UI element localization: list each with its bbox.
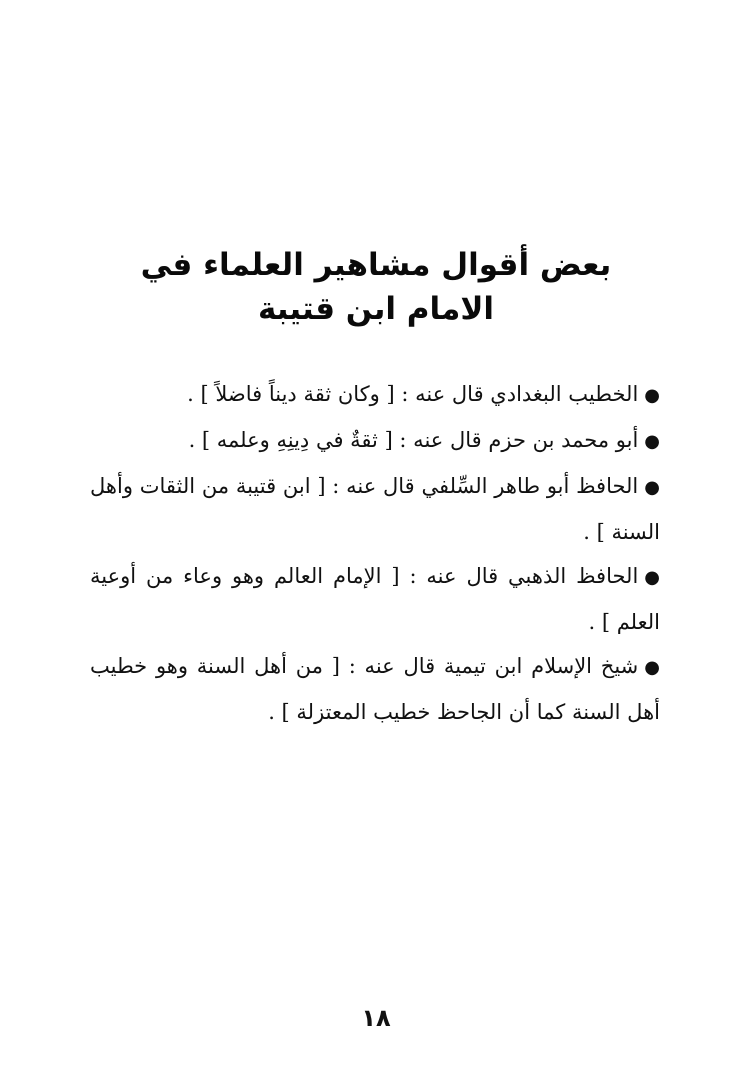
- bullet-icon: ●: [644, 657, 660, 678]
- bullet-icon: ●: [644, 431, 660, 452]
- quotes-list: [90, 372, 660, 734]
- page-title: بعض أقوال مشاهير العلماء في الامام ابن قتيبة: [140, 246, 612, 327]
- quote-entry-silafi: [90, 464, 660, 554]
- bullet-icon: ●: [644, 567, 660, 588]
- page-number: ١٨: [361, 1004, 391, 1032]
- quote-entry-ibn-taymiyya: [90, 644, 660, 734]
- quote-text: شيخ الإسلام ابن تيمية قال عنه : [ من أهل السنة وهو خطيب أهل السنة كما أن الجاحظ خطيب المعتزلة ] .: [90, 654, 660, 724]
- quote-entry-dhahabi: [90, 554, 660, 644]
- quote-entry-baghdadi: [90, 372, 660, 418]
- quote-text: أبو محمد بن حزم قال عنه : [ ثقةٌ في دِينِهِ وعلمه ] .: [188, 428, 639, 452]
- quote-text: الحافظ الذهبي قال عنه : [ الإمام العالم وهو وعاء من أوعية العلم ] .: [90, 564, 660, 634]
- bullet-icon: ●: [644, 385, 660, 406]
- bullet-icon: ●: [644, 477, 660, 498]
- quote-text: الخطيب البغدادي قال عنه : [ وكان ثقة ديناً فاضلاً ] .: [187, 382, 639, 406]
- quote-text: الحافظ أبو طاهر السِّلفي قال عنه : [ ابن قتيبة من الثقات وأهل السنة ] .: [90, 474, 660, 544]
- quote-entry-ibn-hazm: [90, 418, 660, 464]
